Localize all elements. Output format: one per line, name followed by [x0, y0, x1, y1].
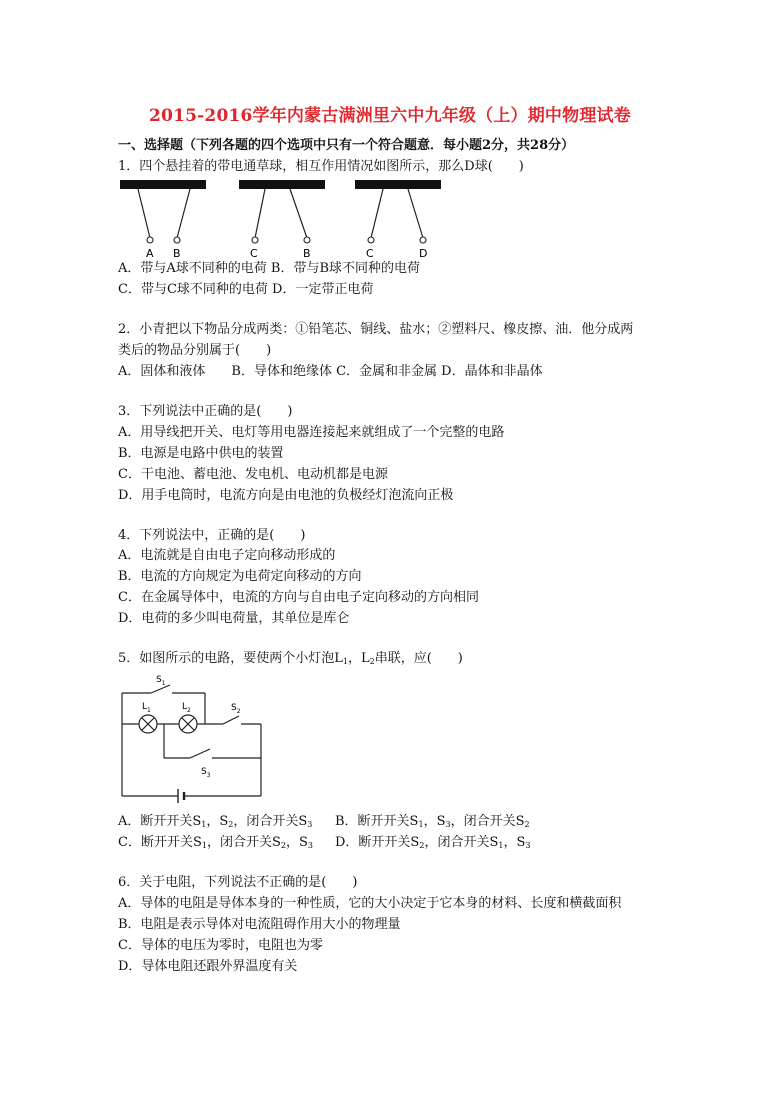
q5-option-c: C．断开开关$S_1$，闭合开关$S_2$，$S_3$ — [118, 835, 313, 850]
q1-ball-b2 — [304, 237, 310, 243]
q4-option-b: B．电流的方向规定为电荷定向移动的方向 — [118, 569, 362, 584]
q5-option-b: B．断开开关$S_1$，$S_3$，闭合开关$S_2$ — [335, 814, 530, 829]
q5-option-a: A．断开开关$S_1$，$S_2$，闭合开关$S_3$ — [118, 814, 313, 829]
q1-ball-d — [420, 237, 426, 243]
q5-circuit-diagram — [115, 670, 275, 809]
q1-options-2: C．带与C球不同种的电荷 D．一定带正电荷 — [118, 282, 374, 297]
q6-stem: 6．关于电阻，下列说法不正确的是( ) — [118, 875, 358, 890]
section-heading: 一、选择题（下列各题的四个选项中只有一个符合题意．每小题2分，共28分） — [118, 138, 575, 153]
q1-label-c: C — [250, 247, 258, 260]
q1-label-b2: B — [303, 247, 311, 260]
q5-label-s2: $S_2$ — [231, 703, 241, 715]
q5-switch-s1 — [151, 685, 170, 693]
q1-support-bar-1 — [120, 180, 206, 189]
q1-stem: 1．四个悬挂着的带电通草球，相互作用情况如图所示，那么D球( ) — [118, 159, 524, 174]
q4-stem: 4．下列说法中，正确的是( ) — [118, 528, 306, 543]
q6-option-d: D．导体电阻还跟外界温度有关 — [118, 959, 298, 974]
q5-lamp-l2 — [179, 715, 197, 733]
q5-switch-s2 — [223, 716, 239, 724]
q4-option-d: D．电荷的多少叫电荷量，其单位是库仑 — [118, 611, 350, 626]
q2-stem-2: 类后的物品分别属于( ) — [118, 343, 272, 358]
q1-support-bar-3 — [355, 180, 441, 189]
q1-label-d: D — [419, 247, 428, 260]
q1-options-1: A．带与A球不同种的电荷 B．带与B球不同种的电荷 — [118, 261, 421, 276]
q5-label-s1: $S_1$ — [156, 675, 166, 687]
q5-option-d: D．断开开关$S_2$，闭合开关$S_1$，$S_3$ — [335, 835, 531, 850]
q1-ball-c2 — [368, 237, 374, 243]
q1-ball-b — [174, 237, 180, 243]
q1-ball-a — [147, 237, 153, 243]
q1-ball-c — [252, 237, 258, 243]
q2-stem-1: 2．小青把以下物品分成两类：①铅笔芯、铜线、盐水；②塑料尺、橡皮擦、油．他分成两 — [118, 322, 634, 337]
q1-label-a: A — [146, 247, 154, 260]
q3-option-c: C．干电池、蓄电池、发电机、电动机都是电源 — [118, 467, 388, 482]
q3-stem: 3．下列说法中正确的是( ) — [118, 404, 293, 419]
q5-lamp-l1 — [139, 715, 157, 733]
q5-label-l1: $L_1$ — [142, 702, 151, 714]
q3-option-a: A．用导线把开关、电灯等用电器连接起来就组成了一个完整的电路 — [118, 425, 505, 440]
q3-option-b: B．电源是电路中供电的装置 — [118, 446, 284, 461]
q1-label-b: B — [173, 247, 181, 260]
q1-label-c2: C — [366, 247, 374, 260]
q4-option-a: A．电流就是自由电子定向移动形成的 — [118, 548, 336, 563]
q1-support-bar-2 — [239, 180, 325, 189]
q5-label-l2: $L_2$ — [182, 702, 191, 714]
q2-options: A．固体和液体 B．导体和绝缘体 C．金属和非金属 D．晶体和非晶体 — [118, 364, 543, 379]
q4-option-c: C．在金属导体中，电流的方向与自由电子定向移动的方向相同 — [118, 590, 479, 605]
exam-title: 2015-2016学年内蒙古满洲里六中九年级（上）期中物理试卷 — [149, 106, 631, 126]
q6-option-b: B．电阻是表示导体对电流阻碍作用大小的物理量 — [118, 917, 401, 932]
q6-option-a: A．导体的电阻是导体本身的一种性质，它的大小决定于它本身的材料、长度和横截面积 — [118, 896, 622, 911]
q5-label-s3: $S_3$ — [201, 767, 211, 779]
q3-option-d: D．用手电筒时，电流方向是由电池的负极经灯泡流向正极 — [118, 488, 454, 503]
q5-stem: 5．如图所示的电路，要使两个小灯泡$L_1$，$L_2$串联，应( ) — [118, 651, 463, 666]
q1-pith-ball-diagram — [115, 176, 455, 265]
q6-option-c: C．导体的电压为零时，电阻也为零 — [118, 938, 323, 953]
q5-switch-s3 — [190, 749, 210, 758]
